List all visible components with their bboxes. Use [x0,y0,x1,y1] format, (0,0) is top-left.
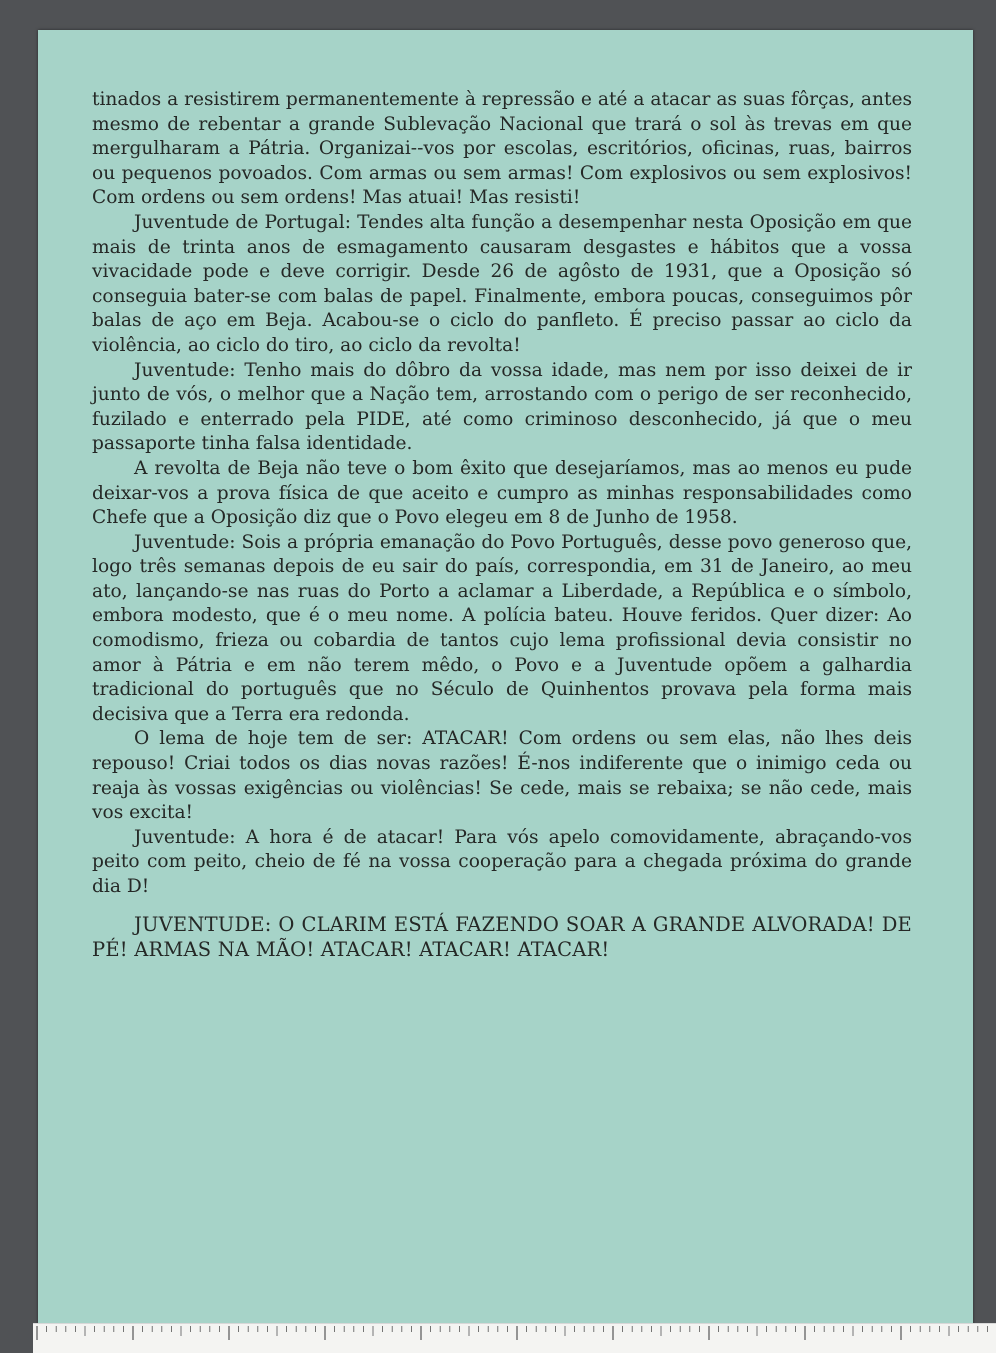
paragraph-3: Juventude: Tenho mais do dôbro da vossa idade, mas nem por isso deixei de ir junto de vós, o melhor que a Nação tem, arrostando com o perigo de ser reconhecido, fuzilado e enterrado pela PIDE, até como criminoso desconhecido, já que o meu passaporte tinha falsa identidade. [92,359,912,455]
paragraph-6: O lema de hoje tem de ser: ATACAR! Com ordens ou sem elas, não lhes deis repouso! Criai todos os dias novas razões! É-nos indiferente que o inimigo ceda ou reaja às vossas exigências ou violências! Se cede, mais se rebaixa; se não cede, mais vos excita! [92,728,912,824]
paragraph-7: Juventude: A hora é de atacar! Para vós apelo comovidamente, abraçando-vos peito com peito, cheio de fé na vossa cooperação para a chegada próxima do grande dia D! [92,826,912,897]
document-body [92,88,912,962]
closing-call: JUVENTUDE: O CLARIM ESTÁ FAZENDO SOAR A GRANDE ALVORADA! DE PÉ! ARMAS NA MÃO! ATACAR! ATACAR! ATACAR! [92,912,912,961]
paragraph-4: A revolta de Beja não teve o bom êxito que desejaríamos, mas ao menos eu pude deixar-vos a prova física de que aceito e cumpro as minhas responsabilidades como Chefe que a Oposição diz que o Povo elegeu em 8 de Junho de 1958. [92,457,912,529]
paragraph-5: Juventude: Sois a própria emanação do Povo Português, desse povo generoso que, logo três semanas depois de eu sair do país, correspondia, em 31 de Janeiro, ao meu ato, lançando-se nas ruas do Porto a aclamar a Liberdade, a República e o símbolo, embora modesto, que é o meu nome. A polícia bateu. Houve feridos. Quer dizer: Ao comodismo, frieza ou cobardia de tantos cujo lema profissional devia consistir no amor à Pátria e em não terem mêdo, o Povo e a Juventude opõem a galhardia tradicional do português que no Século de Quinhentos provava pela forma mais decisiva que a Terra era redonda. [92,531,912,725]
scale-ruler [33,1323,996,1353]
paragraph-1: tinados a resistirem permanentemente à repressão e até a atacar as suas fôrças, antes mesmo de rebentar a grande Sublevação Nacional que trará o sol às trevas em que mergulharam a Pátria. Organizai--vos por escolas, escritórios, oficinas, ruas, bairros ou pequenos povoados. Com armas ou sem armas! Com explosivos ou sem explosivos! Com ordens ou sem ordens! Mas atuai! Mas resisti! [92,89,912,209]
paragraph-2: Juventude de Portugal: Tendes alta função a desempenhar nesta Oposição em que mais de trinta anos de esmagamento causaram desgastes e hábitos que a vossa vivacidade pode e deve corrigir. Desde 26 de agôsto de 1931, que a Oposição só conseguia bater-se com balas de papel. Finalmente, embora poucas, conseguimos pôr balas de aço em Beja. Acabou-se o ciclo do panfleto. É preciso passar ao ciclo da violência, ao ciclo do tiro, ao ciclo da revolta! [92,211,912,356]
ruler-ticks [33,1324,996,1353]
